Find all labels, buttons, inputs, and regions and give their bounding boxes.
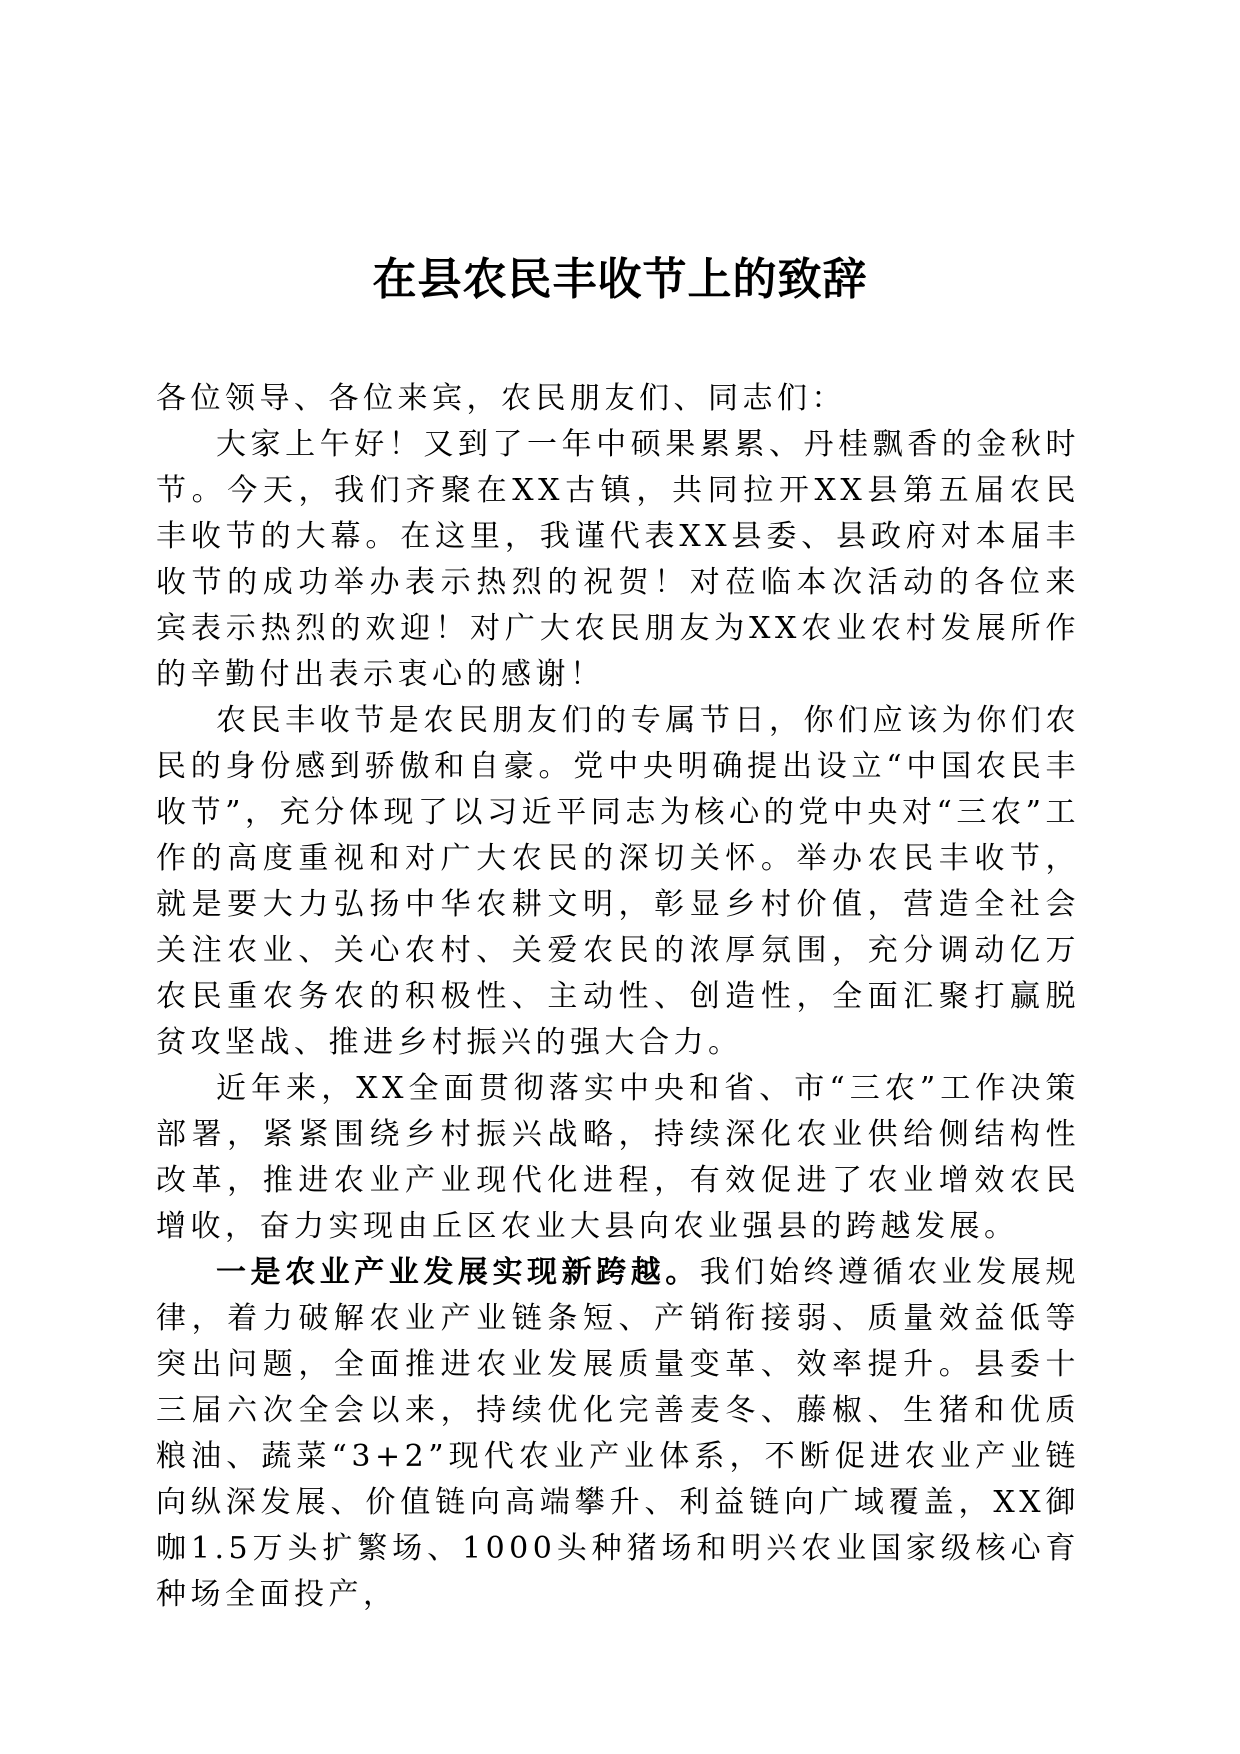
paragraph-text: 近年来，XX全面贯彻落实中央和省、市“三农”工作决策部署，紧紧围绕乡村振兴战略，持续深化农业供给侧结构性改革，推进农业产业现代化进程，有效促进了农业增效农民增收，奋力实现由丘区农业大县向农业强县的跨越发展。 [156, 1071, 1080, 1244]
paragraph-lead-heading: 一是农业产业发展实现新跨越。 [216, 1255, 700, 1290]
paragraph-text: 农民丰收节是农民朋友们的专属节日，你们应该为你们农民的身份感到骄傲和自豪。党中央明确提出设立“中国农民丰收节”，充分体现了以习近平同志为核心的党中央对“三农”工作的高度重视和对广大农民的深切关怀。举办农民丰收节，就是要大力弘扬中华农耕文明，彰显乡村价值，营造全社会关注农业、关心农村、关爱农民的浓厚氛围，充分调动亿万农民重农务农的积极性、主动性、创造性，全面汇聚打赢脱贫攻坚战、推进乡村振兴的强大合力。 [156, 703, 1080, 1060]
document-body [156, 376, 1080, 1618]
paragraph-text: 我们始终遵循农业发展规律，着力破解农业产业链条短、产销衔接弱、质量效益低等突出问题，全面推进农业发展质量变革、效率提升。县委十三届六次全会以来，持续优化完善麦冬、藤椒、生猪和优质粮油、蔬菜“3+2”现代农业产业体系，不断促进农业产业链向纵深发展、价值链向高端攀升、利益链向广域覆盖，XX御咖1.5万头扩繁场、1000头种猪场和明兴农业国家级核心育种场全面投产， [156, 1255, 1080, 1612]
paragraph-text: 大家上午好！又到了一年中硕果累累、丹桂飘香的金秋时节。今天，我们齐聚在XX古镇，共同拉开XX县第五届农民丰收节的大幕。在这里，我谨代表XX县委、县政府对本届丰收节的成功举办表示热烈的祝贺！对莅临本次活动的各位来宾表示热烈的欢迎！对广大农民朋友为XX农业农村发展所作的辛勤付出表示衷心的感谢！ [156, 427, 1080, 692]
paragraph-recent-years [156, 1066, 1080, 1250]
salutation: 各位领导、各位来宾，农民朋友们、同志们： [156, 381, 846, 416]
paragraph-greeting [156, 422, 1080, 698]
paragraph-harvest-festival [156, 698, 1080, 1066]
paragraph-point-one [156, 1250, 1080, 1618]
document-title: 在县农民丰收节上的致辞 [372, 254, 868, 305]
